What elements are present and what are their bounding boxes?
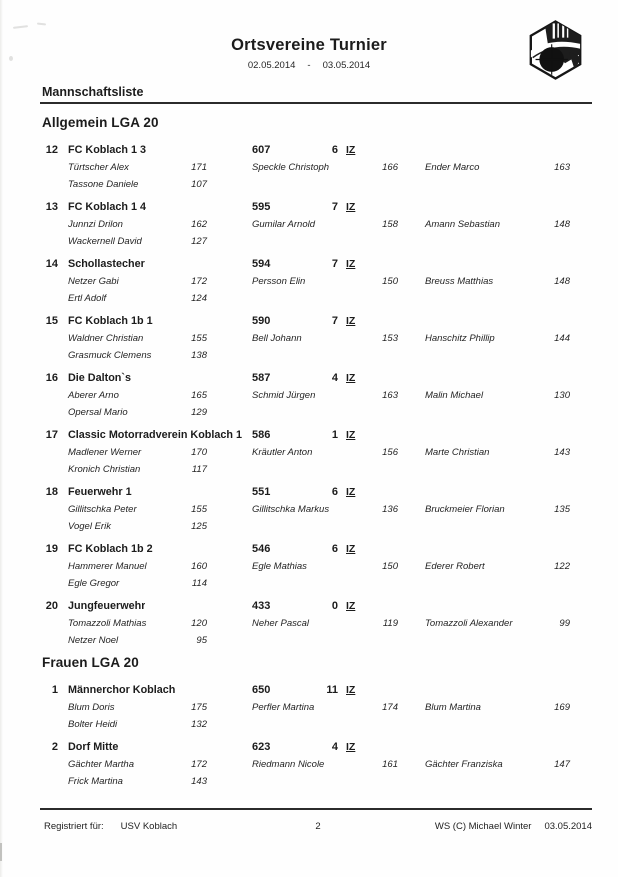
- player-score: 156: [382, 447, 398, 458]
- player-row: [42, 387, 592, 404]
- player-name: Amann Sebastian: [425, 219, 500, 230]
- team-iz-count: 1: [331, 429, 338, 441]
- player-name: Kräutler Anton: [252, 447, 313, 458]
- player-name: Netzer Noel: [68, 635, 119, 646]
- team-name: FC Koblach 1 3: [68, 144, 146, 156]
- player-name: Ender Marco: [425, 162, 480, 173]
- player-name: Speckle Christoph: [252, 162, 330, 173]
- team-header-row: [42, 427, 592, 444]
- player-name: Gumilar Arnold: [252, 219, 316, 230]
- team-total-score: 623: [252, 741, 271, 753]
- team-header-row: [42, 541, 592, 558]
- player-score: 138: [191, 350, 207, 361]
- player-score: 155: [191, 333, 207, 344]
- team-total-score: 546: [252, 543, 271, 555]
- player-name: Waldner Christian: [68, 333, 144, 344]
- player-name: Schmid Jürgen: [252, 390, 316, 401]
- iz-label: IZ: [346, 429, 356, 441]
- team-iz-count: 6: [331, 543, 338, 555]
- player-row: [42, 558, 592, 575]
- team-block: [42, 598, 592, 649]
- team-total-score: 587: [252, 372, 271, 384]
- player-name: Junnzi Drilon: [68, 219, 123, 230]
- player-score: 162: [191, 219, 207, 230]
- player-score: 127: [191, 236, 207, 247]
- player-score: 165: [191, 390, 207, 401]
- player-name: Opersal Mario: [68, 407, 128, 418]
- player-score: 99: [559, 618, 570, 629]
- iz-label: IZ: [346, 201, 356, 213]
- player-score: 143: [191, 776, 207, 787]
- iz-label: IZ: [346, 144, 356, 156]
- scan-artifact: [13, 25, 28, 29]
- player-score: 135: [554, 504, 570, 515]
- team-header-row: [42, 484, 592, 501]
- player-score: 155: [191, 504, 207, 515]
- team-total-score: 607: [252, 144, 271, 156]
- player-name: Frick Martina: [68, 776, 123, 787]
- player-name: Kronich Christian: [68, 464, 141, 475]
- iz-label: IZ: [346, 543, 356, 555]
- player-row: [42, 176, 592, 193]
- player-name: Gillitschka Peter: [68, 504, 137, 515]
- team-name: Die Dalton`s: [68, 372, 131, 384]
- player-score: 125: [191, 521, 207, 532]
- player-row: [42, 518, 592, 535]
- player-name: Tomazzoli Alexander: [425, 618, 513, 629]
- team-header-row: [42, 598, 592, 615]
- player-score: 129: [191, 407, 207, 418]
- player-name: Grasmuck Clemens: [68, 350, 152, 361]
- team-rank: 20: [45, 600, 58, 612]
- iz-label: IZ: [346, 684, 356, 696]
- team-name: Schollastecher: [68, 258, 145, 270]
- player-score: 150: [382, 276, 398, 287]
- footer-rule: [40, 808, 592, 810]
- heading-rule: [40, 102, 592, 104]
- iz-label: IZ: [346, 600, 356, 612]
- player-row: [42, 575, 592, 592]
- player-score: 148: [554, 276, 570, 287]
- lga-section: [0, 115, 618, 649]
- player-row: [42, 233, 592, 250]
- player-row: [42, 632, 592, 649]
- team-block: [42, 142, 592, 193]
- team-iz-count: 4: [331, 741, 338, 753]
- team-rank: 15: [45, 315, 58, 327]
- team-header-row: [42, 142, 592, 159]
- player-name: Breuss Matthias: [425, 276, 494, 287]
- player-name: Hanschitz Phillip: [425, 333, 495, 344]
- team-total-score: 433: [252, 600, 271, 612]
- team-name: Dorf Mitte: [68, 741, 119, 753]
- team-block: [42, 541, 592, 592]
- player-row: [42, 444, 592, 461]
- player-score: 132: [191, 719, 207, 730]
- iz-label: IZ: [346, 741, 356, 753]
- scan-edge-shadow: [0, 0, 3, 877]
- player-row: [42, 347, 592, 364]
- team-block: [42, 256, 592, 307]
- team-header-row: [42, 739, 592, 756]
- team-total-score: 594: [252, 258, 271, 270]
- player-name: Tomazzoli Mathias: [68, 618, 147, 629]
- team-rank: 14: [45, 258, 58, 270]
- player-name: Ertl Adolf: [68, 293, 107, 304]
- copyright-text: WS (C) Michael Winter: [434, 821, 532, 832]
- event-dates: [0, 60, 618, 71]
- footer: [44, 821, 592, 835]
- team-total-score: 650: [252, 684, 271, 696]
- team-name: FC Koblach 1 4: [68, 201, 146, 213]
- team-rank: 18: [45, 486, 58, 498]
- player-row: [42, 699, 592, 716]
- team-rank: 19: [45, 543, 58, 555]
- team-total-score: 590: [252, 315, 271, 327]
- team-block: [42, 484, 592, 535]
- team-header-row: [42, 199, 592, 216]
- team-iz-count: 0: [331, 600, 338, 612]
- player-name: Perfler Martina: [252, 702, 315, 713]
- player-score: 122: [554, 561, 570, 572]
- player-name: Blum Martina: [425, 702, 481, 713]
- team-iz-count: 6: [331, 144, 338, 156]
- player-score: 120: [191, 618, 207, 629]
- team-rank: 16: [45, 372, 58, 384]
- scan-artifact: [0, 843, 2, 861]
- event-date-from: 02.05.2014: [247, 60, 296, 71]
- player-row: [42, 773, 592, 790]
- team-name: FC Koblach 1b 2: [68, 543, 153, 555]
- player-row: [42, 716, 592, 733]
- iz-label: IZ: [346, 315, 356, 327]
- date-separator: -: [307, 60, 311, 71]
- player-score: 169: [554, 702, 570, 713]
- section-heading: Allgemein LGA 20: [42, 115, 159, 130]
- footer-copyright: [435, 821, 592, 832]
- print-date: 03.05.2014: [544, 821, 592, 832]
- player-name: Gächter Martha: [68, 759, 134, 770]
- player-name: Madlener Werner: [68, 447, 142, 458]
- document-heading: Mannschaftsliste: [42, 85, 144, 99]
- player-score: 119: [382, 618, 398, 629]
- player-score: 124: [191, 293, 207, 304]
- player-score: 170: [191, 447, 207, 458]
- player-score: 166: [382, 162, 398, 173]
- player-name: Bolter Heidi: [68, 719, 118, 730]
- team-list: [0, 115, 618, 790]
- team-iz-count: 6: [331, 486, 338, 498]
- player-score: 148: [554, 219, 570, 230]
- player-score: 175: [191, 702, 207, 713]
- team-rank: 12: [45, 144, 58, 156]
- team-iz-count: 7: [331, 258, 338, 270]
- player-name: Riedmann Nicole: [252, 759, 325, 770]
- team-iz-count: 7: [331, 315, 338, 327]
- player-score: 171: [191, 162, 207, 173]
- player-name: Aberer Arno: [68, 390, 119, 401]
- player-name: Bell Johann: [252, 333, 302, 344]
- player-score: 153: [382, 333, 398, 344]
- team-block: [42, 739, 592, 790]
- player-row: [42, 273, 592, 290]
- player-name: Neher Pascal: [252, 618, 310, 629]
- iz-label: IZ: [346, 486, 356, 498]
- page-title: Ortsvereine Turnier: [231, 36, 387, 54]
- team-name: Jungfeuerwehr: [68, 600, 146, 612]
- team-header-row: [42, 256, 592, 273]
- team-rank: 2: [51, 741, 58, 753]
- player-score: 158: [382, 219, 398, 230]
- player-name: Vogel Erik: [68, 521, 111, 532]
- player-score: 161: [382, 759, 398, 770]
- player-score: 143: [554, 447, 570, 458]
- player-row: [42, 330, 592, 347]
- team-total-score: 595: [252, 201, 271, 213]
- team-rank: 17: [45, 429, 58, 441]
- player-name: Blum Doris: [68, 702, 115, 713]
- player-name: Egle Gregor: [68, 578, 120, 589]
- player-score: 163: [554, 162, 570, 173]
- club-logo-icon: [527, 19, 584, 81]
- player-row: [42, 404, 592, 421]
- section-heading: Frauen LGA 20: [42, 655, 139, 670]
- player-row: [42, 461, 592, 478]
- player-score: 130: [554, 390, 570, 401]
- player-name: Malin Michael: [425, 390, 484, 401]
- team-rank: 13: [45, 201, 58, 213]
- player-name: Gächter Franziska: [425, 759, 503, 770]
- team-iz-count: 4: [331, 372, 338, 384]
- team-total-score: 551: [252, 486, 271, 498]
- player-row: [42, 756, 592, 773]
- player-score: 95: [196, 635, 207, 646]
- player-name: Egle Mathias: [252, 561, 307, 572]
- team-name: FC Koblach 1b 1: [68, 315, 153, 327]
- player-score: 172: [191, 759, 207, 770]
- team-block: [42, 370, 592, 421]
- team-name: Classic Motorradverein Koblach 1: [68, 429, 243, 441]
- player-score: 107: [191, 179, 207, 190]
- team-header-row: [42, 682, 592, 699]
- player-score: 147: [554, 759, 570, 770]
- player-name: Türtscher Alex: [68, 162, 129, 173]
- player-name: Netzer Gabi: [68, 276, 119, 287]
- player-score: 163: [382, 390, 398, 401]
- registered-value: USV Koblach: [120, 821, 178, 832]
- team-rank: 1: [51, 684, 58, 696]
- page-number: 2: [315, 821, 321, 832]
- player-score: 160: [191, 561, 207, 572]
- player-name: Persson Elin: [252, 276, 306, 287]
- player-name: Ederer Robert: [425, 561, 485, 572]
- team-block: [42, 313, 592, 364]
- team-name: Männerchor Koblach: [68, 684, 176, 696]
- team-iz-count: 7: [331, 201, 338, 213]
- team-block: [42, 682, 592, 733]
- player-name: Bruckmeier Florian: [425, 504, 505, 515]
- lga-section: [0, 655, 618, 790]
- section-teams: [42, 142, 592, 649]
- player-row: [42, 615, 592, 632]
- team-block: [42, 199, 592, 250]
- team-block: [42, 427, 592, 478]
- player-score: 174: [382, 702, 398, 713]
- player-name: Wackernell David: [68, 236, 142, 247]
- team-iz-count: 11: [326, 684, 338, 696]
- player-row: [42, 216, 592, 233]
- scan-artifact: [9, 56, 13, 61]
- player-score: 117: [191, 464, 207, 475]
- team-total-score: 586: [252, 429, 271, 441]
- player-score: 150: [382, 561, 398, 572]
- team-header-row: [42, 313, 592, 330]
- iz-label: IZ: [346, 258, 356, 270]
- player-name: Marte Christian: [425, 447, 490, 458]
- section-teams: [42, 682, 592, 790]
- player-name: Tassone Daniele: [68, 179, 139, 190]
- registered-label: Registriert für:: [44, 821, 104, 832]
- player-row: [42, 501, 592, 518]
- player-row: [42, 159, 592, 176]
- scan-artifact: [37, 23, 46, 26]
- player-row: [42, 290, 592, 307]
- player-score: 136: [382, 504, 398, 515]
- iz-label: IZ: [346, 372, 356, 384]
- footer-registered: [44, 821, 177, 832]
- player-score: 144: [554, 333, 570, 344]
- player-score: 114: [191, 578, 207, 589]
- player-score: 172: [191, 276, 207, 287]
- player-name: Hammerer Manuel: [68, 561, 147, 572]
- team-name: Feuerwehr 1: [68, 486, 132, 498]
- team-header-row: [42, 370, 592, 387]
- player-name: Gillitschka Markus: [252, 504, 330, 515]
- event-date-to: 03.05.2014: [322, 60, 371, 71]
